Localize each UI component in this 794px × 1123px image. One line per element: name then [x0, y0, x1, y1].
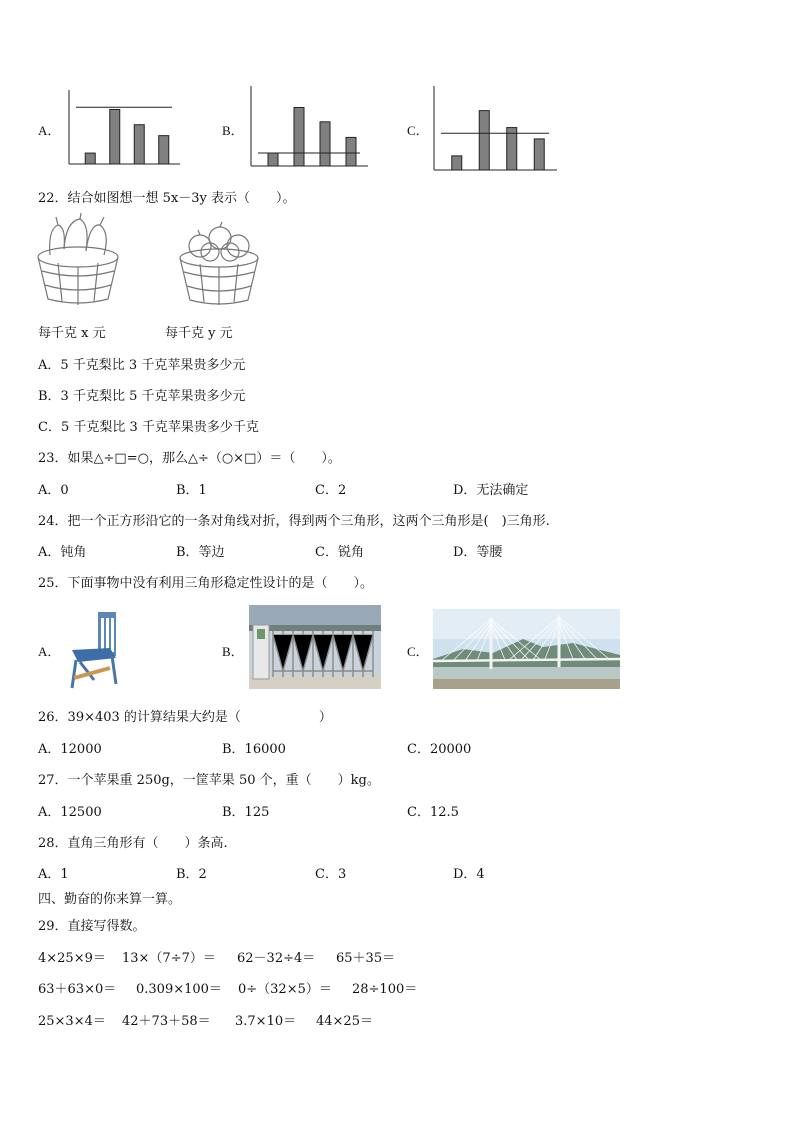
q28-option-b[interactable]: B．2 [176, 867, 207, 882]
bar [452, 156, 462, 170]
q24-option-a[interactable]: A．钝角 [38, 545, 87, 560]
q21-chart-c [433, 86, 557, 172]
q26-option-a[interactable]: A．12000 [38, 742, 102, 757]
q28-option-d[interactable]: D．4 [453, 867, 485, 882]
bar [294, 108, 304, 167]
calc-item: 4×25×9＝ [38, 951, 106, 966]
q23-stem: 23．如果△÷□=○，那么△÷（○×□）＝（ ）。 [38, 451, 341, 466]
q21-option-a-label: A． [38, 123, 61, 138]
q24-stem: 24．把一个正方形沿它的一条对角线对折，得到两个三角形，这两个三角形是( )三角形. [38, 514, 550, 529]
bar [507, 128, 517, 170]
q26-stem: 26．39×403 的计算结果大约是（ ） [38, 710, 332, 725]
q28-option-c[interactable]: C．3 [315, 867, 347, 882]
q22-option-c[interactable]: C．5 千克梨比 3 千克苹果贵多少千克 [38, 420, 259, 435]
calc-item: 65＋35＝ [336, 951, 396, 966]
q23-option-b[interactable]: B．1 [176, 483, 207, 498]
apple-price-caption: 每千克 y 元 [165, 326, 233, 341]
pear-basket-image [36, 215, 120, 307]
bar [268, 153, 278, 166]
q24-option-c[interactable]: C．锐角 [315, 545, 364, 560]
q24-option-b[interactable]: B．等边 [176, 545, 225, 560]
q21-chart-a [68, 90, 180, 166]
bar [346, 137, 356, 166]
calc-item: 3.7×10＝ [235, 1014, 297, 1029]
q27-stem: 27．一个苹果重 250g，一筐苹果 50 个，重（ ）kg。 [38, 773, 380, 788]
bar [320, 122, 330, 166]
calc-item: 13×（7÷7）＝ [122, 951, 216, 966]
q26-option-b[interactable]: B．16000 [222, 742, 286, 757]
cable-stayed-bridge-image [433, 609, 620, 689]
q21-option-b-label: B． [222, 123, 244, 138]
q21-option-c-label: C． [407, 123, 429, 138]
q25-option-c-label[interactable]: C． [407, 644, 429, 659]
q29-stem: 29．直接写得数。 [38, 919, 146, 934]
q28-option-a[interactable]: A．1 [38, 867, 69, 882]
calc-item: 42＋73＋58＝ [122, 1014, 211, 1029]
q25-option-b-label[interactable]: B． [222, 644, 244, 659]
q27-option-c[interactable]: C．12.5 [407, 805, 459, 820]
q24-option-d[interactable]: D．等腰 [453, 545, 503, 560]
q21-chart-b [250, 86, 368, 168]
q25-stem: 25．下面事物中没有利用三角形稳定性设计的是（ ）。 [38, 576, 374, 591]
calc-item: 62－32÷4＝ [237, 951, 316, 966]
calc-item: 28÷100＝ [352, 982, 418, 997]
q23-option-d[interactable]: D．无法确定 [453, 483, 529, 498]
q22-stem: 22．结合如图想一想 5x－3y 表示（ ）。 [38, 191, 296, 206]
bar [85, 153, 95, 164]
q26-option-c[interactable]: C．20000 [407, 742, 472, 757]
bar [534, 139, 544, 170]
calc-item: 25×3×4＝ [38, 1014, 106, 1029]
retractable-gate-image [249, 605, 381, 689]
q27-option-a[interactable]: A．12500 [38, 805, 102, 820]
calc-item: 44×25＝ [316, 1014, 373, 1029]
q22-option-a[interactable]: A．5 千克梨比 3 千克苹果贵多少元 [38, 358, 246, 373]
q23-option-c[interactable]: C．2 [315, 483, 347, 498]
calc-item: 63＋63×0＝ [38, 982, 117, 997]
bar [134, 125, 144, 164]
bar [159, 136, 169, 164]
apple-basket-image [178, 222, 260, 306]
pear-price-caption: 每千克 x 元 [38, 326, 106, 341]
q28-stem: 28．直角三角形有（ ）条高. [38, 836, 228, 851]
q22-option-b[interactable]: B．3 千克梨比 5 千克苹果贵多少元 [38, 389, 246, 404]
q27-option-b[interactable]: B．125 [222, 805, 270, 820]
q23-option-a[interactable]: A．0 [38, 483, 69, 498]
section-4-title: 四、勤奋的你来算一算。 [38, 892, 182, 907]
bar [110, 109, 120, 164]
chair-image [66, 610, 122, 690]
q25-option-a-label[interactable]: A． [38, 644, 61, 659]
calc-item: 0÷（32×5）＝ [238, 982, 332, 997]
bar [479, 111, 489, 170]
calc-item: 0.309×100＝ [136, 982, 222, 997]
